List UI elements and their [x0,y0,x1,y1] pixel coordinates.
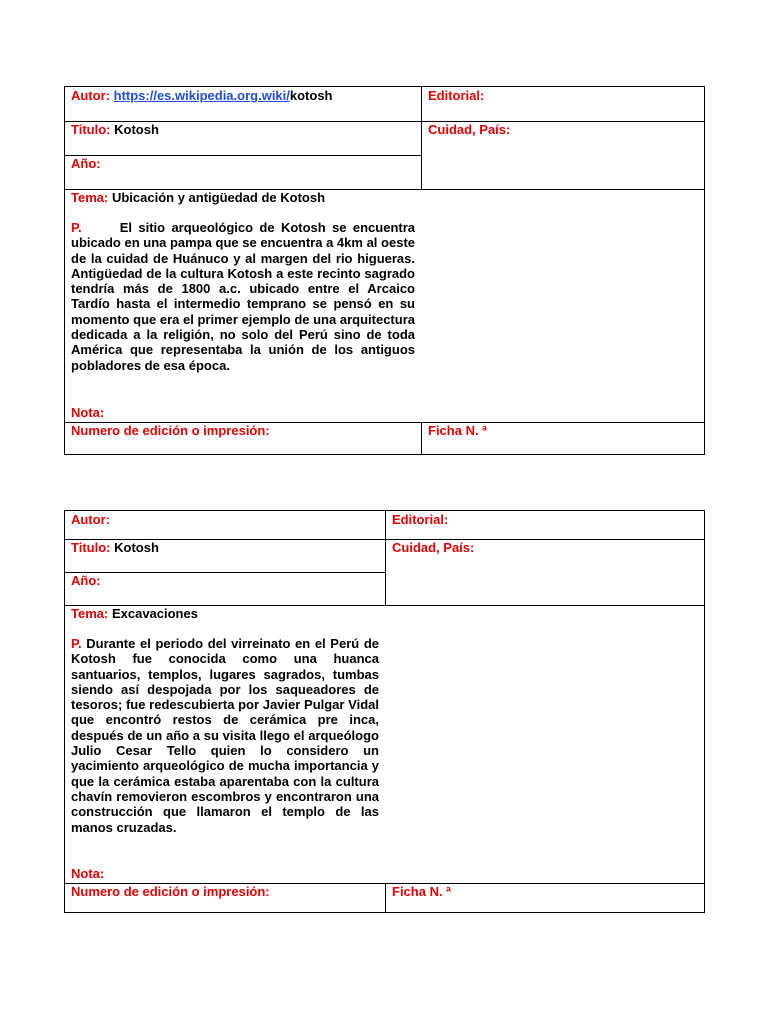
editorial-label: Editorial: [392,512,449,527]
tema-label: Tema: [71,190,109,205]
titulo-label: Titulo: [71,540,111,555]
numero-label: Numero de edición o impresión: [71,884,270,899]
autor-field [65,87,421,103]
nota-label: Nota: [71,866,105,881]
body-paragraph [71,220,415,373]
numero-field [65,422,421,438]
ficha-field [422,422,704,438]
anio-label: Año: [71,573,101,588]
autor-link[interactable]: https://es.wikipedia.org.wiki/ [113,88,290,103]
anio-field [65,155,421,171]
paragraph-label: P. [71,636,82,651]
numero-label: Numero de edición o impresión: [71,423,270,438]
autor-value: kotosh [289,88,333,103]
titulo-field [65,539,385,555]
ficha-label: Ficha N. ª [392,884,451,899]
tema-field [65,605,385,883]
ciudad-field [422,121,704,137]
tema-line [71,606,379,621]
ficha-card-1 [64,86,705,455]
ficha-field [386,883,704,899]
titulo-value: Kotosh [114,122,159,137]
editorial-label: Editorial: [428,88,485,103]
paragraph-text: Durante el periodo del virreinato en el Perú de Kotosh fue conocida como una huanca santuarios, templos, lugares sagrados, tumbas siendo así despojada por los saqueadores de tesoros; fue redescubierta por Javier Pulgar Vidal que encontró restos de cerámica pre inca, después de un año a su visita llego el arqueólogo Julio Cesar Tello quien lo considero un yacimiento arqueológico de mucha importancia y que la cerámica estaba aparentaba con la cultura chavín removieron escombros y encontraron una construcción que llamaron el templo de las manos cruzadas. [71,636,379,835]
anio-field [65,572,385,588]
titulo-value: Kotosh [114,540,159,555]
nota-label: Nota: [71,405,105,420]
editorial-field [386,511,704,527]
numero-field [65,883,385,899]
paragraph-text: El sitio arqueológico de Kotosh se encuentra ubicado en una pampa que se encuentra a 4km al oeste de la cuidad de Huánuco y al margen del rio higueras. Antigüedad de la cultura Kotosh a este recinto sagrado tendría más de 1800 a.c. ubicado entre el Arcaico Tardío hasta el intermedio temprano se pensó en su momento que era el primer ejemplo de una arquitectura dedicada a la religión, no solo del Perú sino de toda América que representaba la unión de los antiguos pobladores de esa época. [71,220,416,373]
titulo-label: Titulo: [71,122,111,137]
ciudad-label: Cuidad, País: [392,540,475,555]
tema-value: Ubicación y antigüedad de Kotosh [111,190,326,205]
ficha-label: Ficha N. ª [428,423,487,438]
tema-line [71,190,415,205]
tema-field [65,189,421,422]
ficha-card-2 [64,510,705,913]
autor-field [65,511,385,527]
tema-label: Tema: [71,606,109,621]
body-paragraph [71,636,379,835]
titulo-field [65,121,421,137]
autor-label: Autor: [71,512,110,527]
ciudad-label: Cuidad, País: [428,122,511,137]
editorial-field [422,87,704,103]
tema-value: Excavaciones [111,606,198,621]
ciudad-field [386,539,704,555]
anio-label: Año: [71,156,101,171]
paragraph-label: P. [71,220,82,235]
autor-label: Autor: [71,88,110,103]
